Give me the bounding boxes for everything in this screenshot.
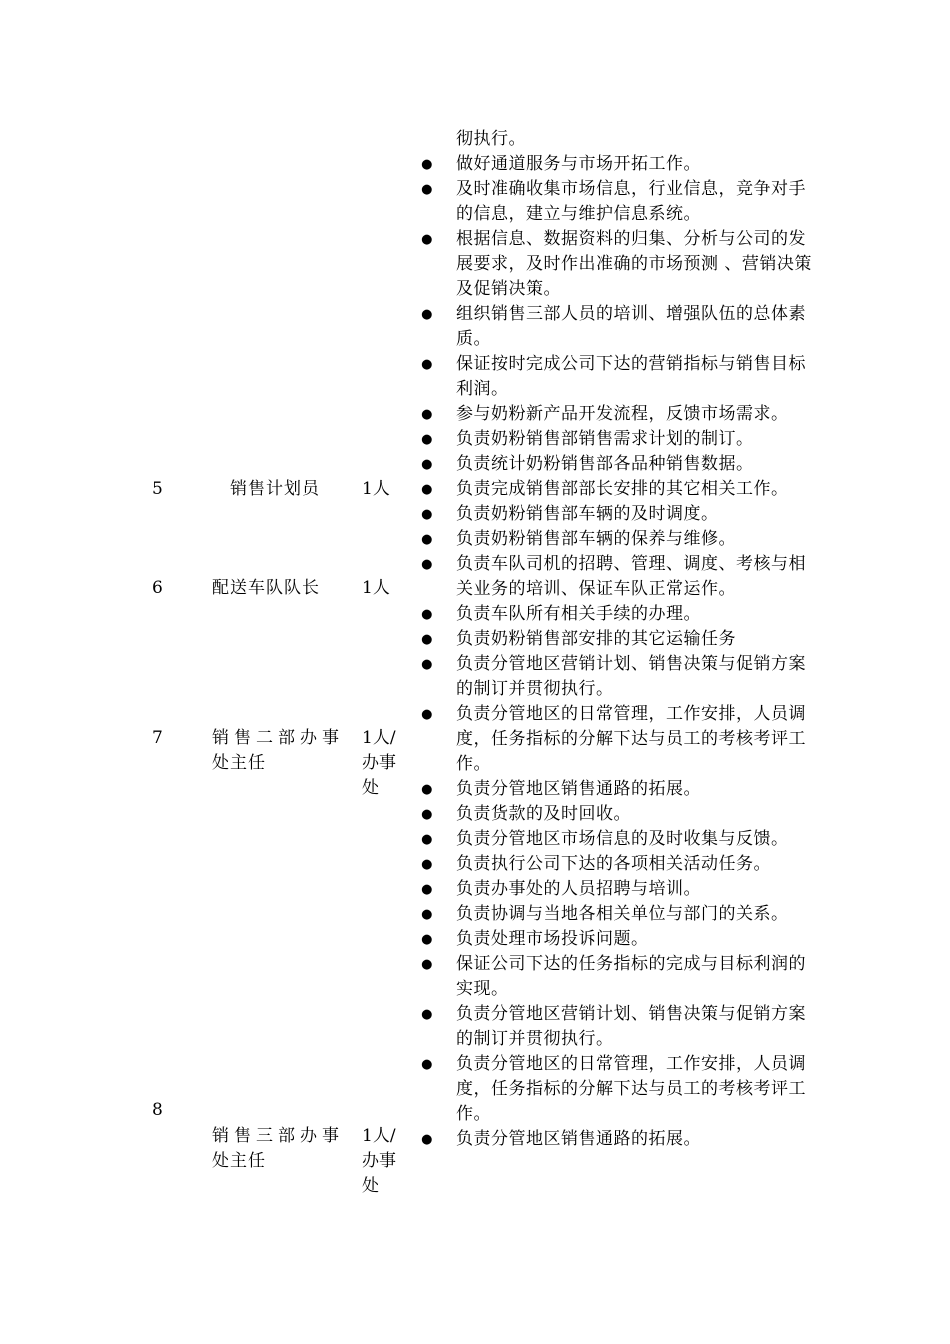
position-title-line1: 销售二部办事 (212, 728, 344, 748)
bullet-icon: ● (421, 807, 433, 822)
position-title-line1: 销售三部办事 (212, 1126, 344, 1146)
bullet-icon: ● (421, 532, 433, 547)
position-title-line2: 处主任 (212, 1151, 266, 1171)
bullet-icon: ● (421, 307, 433, 322)
bullet-icon: ● (421, 932, 433, 947)
duty-item: ● 负责完成销售部部长安排的其它相关工作。 (420, 477, 820, 502)
duty-item: ● 负责分管地区营销计划、销售决策与促销方案的制订并贯彻执行。 (421, 654, 806, 699)
bullet-icon: ● (421, 482, 433, 497)
bullet-icon: ● (421, 457, 433, 472)
bullet-icon: ● (421, 832, 433, 847)
row-number: 6 (152, 578, 163, 598)
duty-item: ● 负责奶粉销售部车辆的保养与维修。 (420, 527, 820, 552)
bullet-icon: ● (421, 357, 433, 372)
duty-item: ● 负责统计奶粉销售部各品种销售数据。 (420, 452, 820, 477)
bullet-icon: ● (421, 232, 433, 247)
position-title: 销售计划员 (230, 479, 320, 499)
row-number: 5 (152, 479, 163, 499)
bullet-icon: ● (421, 1007, 433, 1022)
duty-item: ● 负责车队所有相关手续的办理。 (420, 602, 820, 627)
headcount-line2: 办事 (362, 753, 396, 773)
duty-item: ● 保证公司下达的任务指标的完成与目标利润的实现。 (421, 954, 806, 999)
duty-item: ● 组织销售三部人员的培训、增强队伍的总体素质。 (421, 304, 806, 349)
position-title-line2: 处主任 (212, 753, 266, 773)
duty-item: ● 负责分管地区销售通路的拓展。 (420, 777, 820, 802)
row-number: 8 (152, 1100, 163, 1120)
headcount-line3: 处 (362, 1176, 379, 1196)
bullet-icon: ● (421, 907, 433, 922)
bullet-icon: ● (421, 882, 433, 897)
duty-item: ● 保证按时完成公司下达的营销指标与销售目标利润。 (421, 354, 806, 399)
duty-item: ● 根据信息、数据资料的归集、分析与公司的发展要求，及时作出准确的市场预测 、营销决策及促销决策。 (421, 229, 812, 299)
bullet-icon: ● (421, 782, 433, 797)
bullet-icon: ● (421, 607, 433, 622)
duty-item: ● 负责分管地区市场信息的及时收集与反馈。 (420, 827, 820, 852)
duty-item: ● 负责执行公司下达的各项相关活动任务。 (420, 852, 820, 877)
duty-item: ● 及时准确收集市场信息，行业信息，竞争对手的信息，建立与维护信息系统。 (421, 179, 806, 224)
duty-item: ● 负责车队司机的招聘、管理、调度、考核与相关业务的培训、保证车队正常运作。 (421, 554, 806, 599)
duty-item: ● 参与奶粉新产品开发流程，反馈市场需求。 (420, 402, 820, 427)
bullet-icon: ● (421, 1132, 433, 1147)
bullet-icon: ● (421, 182, 433, 197)
duty-item: ● 负责奶粉销售部车辆的及时调度。 (420, 502, 820, 527)
duty-item: ● 负责分管地区销售通路的拓展。 (420, 1127, 820, 1152)
bullet-icon: ● (421, 857, 433, 872)
headcount: 1人 (362, 479, 390, 499)
headcount-line1: 1人/ (362, 728, 396, 748)
bullet-icon: ● (421, 507, 433, 522)
headcount-line2: 办事 (362, 1151, 396, 1171)
duty-item: ● 负责分管地区的日常管理，工作安排，人员调度，任务指标的分解下达与员工的考核考评工作。 (421, 1054, 806, 1124)
duty-item: ● 负责协调与当地各相关单位与部门的关系。 (420, 902, 820, 927)
headcount: 1人 (362, 578, 390, 598)
bullet-icon: ● (421, 557, 433, 572)
headcount-line1: 1人/ (362, 1126, 396, 1146)
duty-item: ● 负责奶粉销售部安排的其它运输任务 (420, 627, 820, 652)
duty-item: ● 负责分管地区营销计划、销售决策与促销方案的制订并贯彻执行。 (421, 1004, 806, 1049)
duty-item: ● 负责处理市场投诉问题。 (420, 927, 820, 952)
headcount-line3: 处 (362, 778, 379, 798)
position-title: 配送车队队长 (212, 578, 320, 598)
bullet-icon: ● (421, 957, 433, 972)
row-number: 7 (152, 728, 163, 748)
bullet-icon: ● (421, 407, 433, 422)
duty-item: ● 负责货款的及时回收。 (420, 802, 820, 827)
bullet-icon: ● (421, 632, 433, 647)
bullet-icon: ● (421, 657, 433, 672)
duty-item: ● 负责分管地区的日常管理，工作安排，人员调度，任务指标的分解下达与员工的考核考评工作。 (421, 704, 806, 774)
bullet-icon: ● (421, 157, 433, 172)
duty-item: ● 负责办事处的人员招聘与培训。 (420, 877, 820, 902)
duties-list (420, 127, 820, 1152)
bullet-icon: ● (421, 432, 433, 447)
duty-item: ● 做好通道服务与市场开拓工作。 (420, 152, 820, 177)
duty-continuation: 彻执行。 (456, 129, 526, 149)
bullet-icon: ● (421, 1057, 433, 1072)
bullet-icon: ● (421, 707, 433, 722)
duty-item: ● 负责奶粉销售部销售需求计划的制订。 (420, 427, 820, 452)
